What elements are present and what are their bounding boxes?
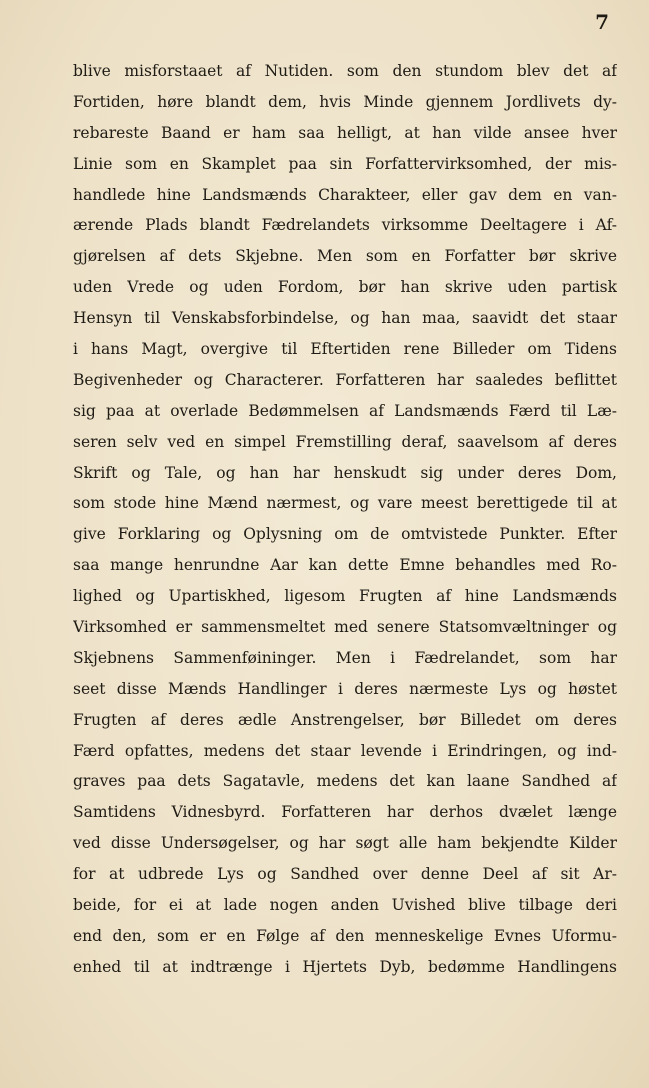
text-line: sig paa at overlade Bedømmelsen af Landsmænds Færd til Læ- (73, 401, 617, 420)
text-line: end den, som er en Følge af den menneskelige Evnes Uformu- (73, 926, 617, 945)
text-line: blive misforstaaet af Nutiden. som den stundom blev det af (73, 62, 617, 80)
text-line: ved disse Undersøgelser, og har søgt alle ham bekjendte Kilder (73, 834, 617, 853)
text-line: Fortiden, høre blandt dem, hvis Minde gjennem Jordlivets dy- (73, 92, 617, 111)
text-line: handlede hine Landsmænds Charakteer, eller gav dem en van- (73, 185, 617, 204)
text-line: Samtidens Vidnesbyrd. Forfatteren har derhos dvælet længe (73, 803, 617, 822)
text-line: Frugten af deres ædle Anstrengelser, bør Billedet om deres (73, 710, 617, 729)
text-line: Virksomhed er sammensmeltet med senere Statsomvæltninger og (73, 618, 617, 637)
text-line: graves paa dets Sagatavle, medens det kan laane Sandhed af (73, 772, 617, 791)
text-line: lighed og Upartiskhed, ligesom Frugten af hine Landsmænds (73, 587, 617, 606)
text-line: Færd opfattes, medens det staar levende i Erindringen, og ind- (73, 741, 617, 760)
text-line: rebareste Baand er ham saa helligt, at han vilde ansee hver (73, 123, 617, 142)
text-line: give Forklaring og Oplysning om de omtvistede Punkter. Efter (73, 525, 617, 544)
text-line: uden Vrede og uden Fordom, bør han skrive uden partisk (73, 278, 617, 297)
text-line: Skrift og Tale, og han har henskudt sig under deres Dom, (73, 463, 617, 482)
text-line: seren selv ved en simpel Fremstilling deraf, saavelsom af deres (73, 432, 617, 451)
text-line: Skjebnens Sammenføininger. Men i Fædrelandet, som har (73, 648, 617, 667)
text-line: for at udbrede Lys og Sandhed over denne Deel af sit Ar- (73, 865, 617, 884)
text-line: Begivenheder og Characterer. Forfatteren har saaledes beflittet (73, 370, 617, 389)
text-line: Linie som en Skamplet paa sin Forfattervirksomhed, der mis- (73, 154, 617, 173)
text-line: gjørelsen af dets Skjebne. Men som en Forfatter bør skrive (73, 247, 617, 266)
text-line: som stode hine Mænd nærmest, og vare meest berettigede til at (73, 494, 617, 513)
text-line: enhed til at indtrænge i Hjertets Dyb, bedømme Handlingens (73, 957, 617, 976)
text-line: i hans Magt, overgive til Eftertiden rene Billeder om Tidens (73, 340, 617, 359)
text-line: beide, for ei at lade nogen anden Uvished blive tilbage deri (73, 896, 617, 915)
page-number: 7 (595, 10, 609, 34)
text-line: saa mange henrundne Aar kan dette Emne behandles med Ro- (73, 556, 617, 575)
text-line: Hensyn til Venskabsforbindelse, og han maa, saavidt det staar (73, 309, 617, 328)
text-line: ærende Plads blandt Fædrelandets virksomme Deeltagere i Af- (73, 216, 617, 235)
body-text (73, 56, 617, 983)
text-line: seet disse Mænds Handlinger i deres nærmeste Lys og høstet (73, 679, 617, 698)
